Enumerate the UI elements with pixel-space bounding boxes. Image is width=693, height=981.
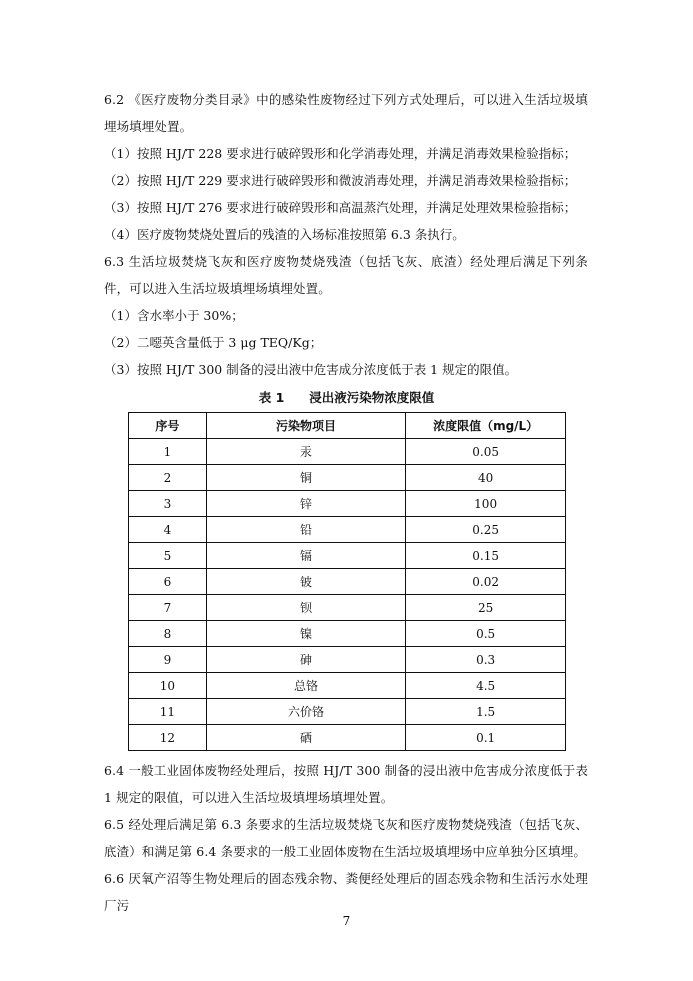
- table-row: [129, 439, 566, 465]
- table-row: [129, 647, 566, 673]
- cell-serial: 2: [129, 465, 207, 491]
- section-6-2-item-4: （4）医疗废物焚烧处置后的残渣的入场标准按照第 6.3 条执行。: [104, 227, 465, 242]
- cell-limit: 0.3: [406, 647, 566, 673]
- cell-limit: 0.5: [406, 621, 566, 647]
- table-row: [129, 725, 566, 751]
- table-row: [129, 621, 566, 647]
- cell-serial: 11: [129, 699, 207, 725]
- cell-limit: 0.02: [406, 569, 566, 595]
- table-row: [129, 595, 566, 621]
- cell-serial: 6: [129, 569, 207, 595]
- cell-serial: 10: [129, 673, 207, 699]
- table-row: [129, 465, 566, 491]
- cell-limit: 0.15: [406, 543, 566, 569]
- section-6-3-item-3: （3）按照 HJ/T 300 制备的浸出液中危害成分浓度低于表 1 规定的限值。: [104, 362, 518, 377]
- section-6-2-item-1: （1）按照 HJ/T 228 要求进行破碎毁形和化学消毒处理，并满足消毒效果检验指标；: [104, 146, 577, 161]
- cell-serial: 8: [129, 621, 207, 647]
- table-row: [129, 491, 566, 517]
- table-caption: 表 1 浸出液污染物浓度限值: [258, 390, 435, 405]
- section-6-3-item-1: （1）含水率小于 30%；: [104, 308, 244, 323]
- cell-pollutant: 铜: [206, 465, 405, 491]
- cell-limit: 4.5: [406, 673, 566, 699]
- cell-serial: 12: [129, 725, 207, 751]
- section-6-4: 6.4 一般工业固体废物经处理后，按照 HJ/T 300 制备的浸出液中危害成分浓度低于表 1 规定的限值，可以进入生活垃圾填埋场填埋处置。: [104, 763, 588, 805]
- cell-serial: 3: [129, 491, 207, 517]
- cell-limit: 0.1: [406, 725, 566, 751]
- header-serial: 序号: [129, 413, 207, 439]
- cell-pollutant: 镉: [206, 543, 405, 569]
- cell-pollutant: 镍: [206, 621, 405, 647]
- cell-limit: 25: [406, 595, 566, 621]
- section-6-6: 6.6 厌氧产沼等生物处理后的固态残余物、粪便经处理后的固态残余物和生活污水处理厂污: [104, 871, 588, 913]
- cell-limit: 40: [406, 465, 566, 491]
- table-header-row: [129, 413, 566, 439]
- cell-pollutant: 硒: [206, 725, 405, 751]
- cell-pollutant: 汞: [206, 439, 405, 465]
- cell-pollutant: 铍: [206, 569, 405, 595]
- leachate-limits-table: [128, 412, 566, 751]
- cell-serial: 4: [129, 517, 207, 543]
- section-6-2-item-2: （2）按照 HJ/T 229 要求进行破碎毁形和微波消毒处理，并满足消毒效果检验指标；: [104, 173, 577, 188]
- cell-pollutant: 总铬: [206, 673, 405, 699]
- cell-limit: 1.5: [406, 699, 566, 725]
- table-row: [129, 543, 566, 569]
- section-6-5: 6.5 经处理后满足第 6.3 条要求的生活垃圾焚烧飞灰和医疗废物焚烧残渣（包括飞灰、底渣）和满足第 6.4 条要求的一般工业固体废物在生活垃圾填埋场中应单独分区填埋。: [104, 817, 588, 859]
- cell-pollutant: 砷: [206, 647, 405, 673]
- cell-limit: 100: [406, 491, 566, 517]
- cell-limit: 0.05: [406, 439, 566, 465]
- cell-serial: 5: [129, 543, 207, 569]
- table-row: [129, 569, 566, 595]
- section-6-3-intro: 6.3 生活垃圾焚烧飞灰和医疗废物焚烧残渣（包括飞灰、底渣）经处理后满足下列条件，可以进入生活垃圾填埋场填埋处置。: [104, 254, 588, 296]
- header-limit: 浓度限值（mg/L）: [406, 413, 566, 439]
- cell-pollutant: 六价铬: [206, 699, 405, 725]
- table-row: [129, 699, 566, 725]
- table-row: [129, 673, 566, 699]
- cell-serial: 9: [129, 647, 207, 673]
- cell-serial: 7: [129, 595, 207, 621]
- page-number: 7: [342, 914, 351, 928]
- section-6-2-item-3: （3）按照 HJ/T 276 要求进行破碎毁形和高温蒸汽处理，并满足处理效果检验指标；: [104, 200, 577, 215]
- table-body: [129, 439, 566, 751]
- cell-pollutant: 锌: [206, 491, 405, 517]
- table-row: [129, 517, 566, 543]
- section-6-2-intro: 6.2 《医疗废物分类目录》中的感染性废物经过下列方式处理后，可以进入生活垃圾填埋场填埋处置。: [104, 92, 588, 134]
- header-pollutant: 污染物项目: [206, 413, 405, 439]
- section-6-3-item-2: （2）二噁英含量低于 3 μg TEQ/Kg；: [104, 335, 323, 350]
- cell-pollutant: 铅: [206, 517, 405, 543]
- cell-pollutant: 钡: [206, 595, 405, 621]
- cell-serial: 1: [129, 439, 207, 465]
- cell-limit: 0.25: [406, 517, 566, 543]
